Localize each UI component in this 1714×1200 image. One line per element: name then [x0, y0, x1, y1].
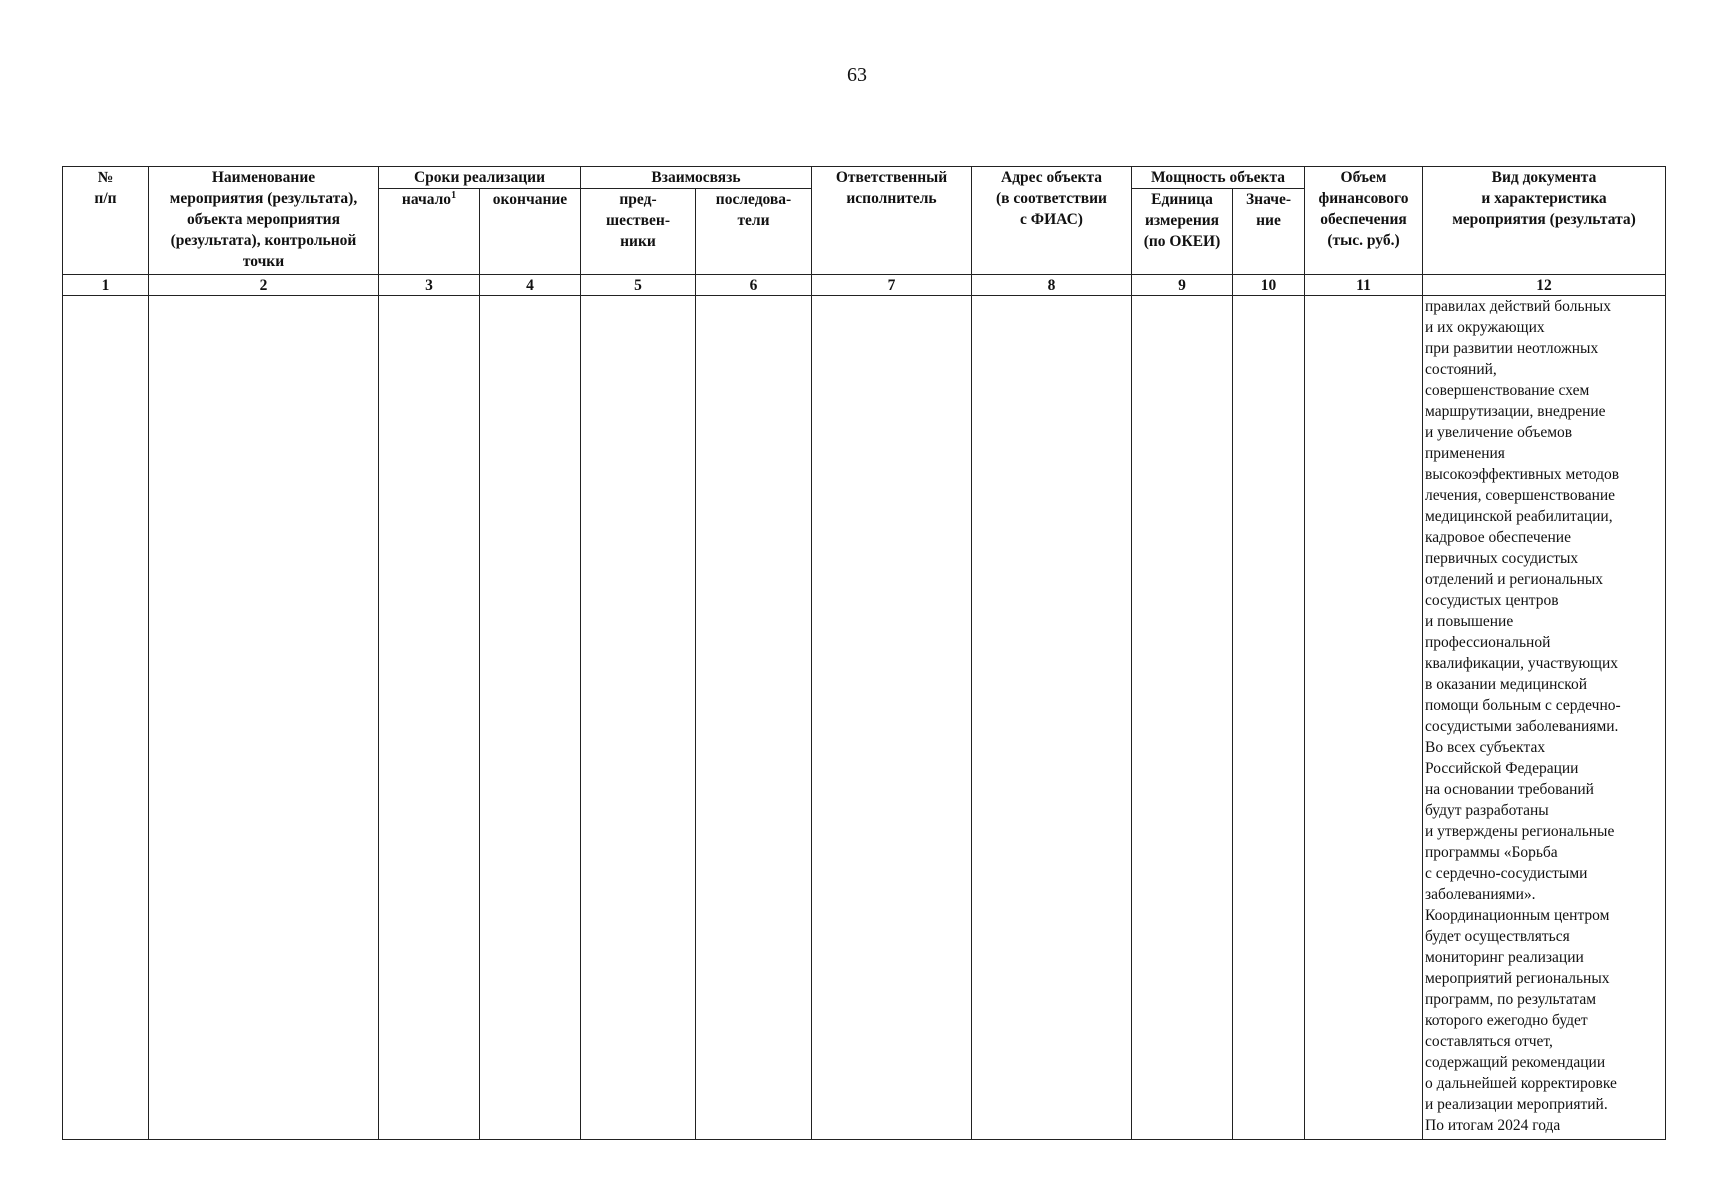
column-number: 2	[149, 275, 379, 296]
cell-start	[379, 296, 480, 1140]
header-predecessors: пред- шествен- ники	[581, 189, 696, 275]
column-number: 9	[1132, 275, 1233, 296]
header-address: Адрес объекта (в соответствии с ФИАС)	[972, 167, 1132, 275]
cell-predecessors	[581, 296, 696, 1140]
column-number: 12	[1423, 275, 1666, 296]
cell-successors	[696, 296, 812, 1140]
column-number: 3	[379, 275, 480, 296]
column-number: 1	[63, 275, 149, 296]
header-no: № п/п	[63, 167, 149, 275]
header-unit: Единица измерения (по ОКЕИ)	[1132, 189, 1233, 275]
cell-address	[972, 296, 1132, 1140]
plan-table	[62, 166, 1666, 1140]
cell-funding	[1305, 296, 1423, 1140]
header-value: Значе- ние	[1233, 189, 1305, 275]
cell-responsible	[812, 296, 972, 1140]
header-start	[379, 189, 480, 275]
header-successors: последова- тели	[696, 189, 812, 275]
header-end: окончание	[480, 189, 581, 275]
header-relation: Взаимосвязь	[581, 167, 812, 189]
column-number: 11	[1305, 275, 1423, 296]
header-name: Наименование мероприятия (результата), объекта мероприятия (результата), контрольной точки	[149, 167, 379, 275]
page-number: 63	[847, 64, 867, 86]
column-number: 4	[480, 275, 581, 296]
cell-value	[1233, 296, 1305, 1140]
cell-unit	[1132, 296, 1233, 1140]
cell-end	[480, 296, 581, 1140]
header-doc-type: Вид документа и характеристика мероприятия (результата)	[1423, 167, 1666, 275]
header-funding: Объем финансового обеспечения (тыс. руб.)	[1305, 167, 1423, 275]
column-number: 10	[1233, 275, 1305, 296]
column-number-row	[63, 275, 1666, 296]
header-responsible: Ответственный исполнитель	[812, 167, 972, 275]
footnote-mark: 1	[451, 189, 457, 201]
column-number: 8	[972, 275, 1132, 296]
column-number: 5	[581, 275, 696, 296]
column-number: 7	[812, 275, 972, 296]
table-row	[63, 296, 1666, 1140]
cell-no	[63, 296, 149, 1140]
column-number: 6	[696, 275, 812, 296]
header-terms: Сроки реализации	[379, 167, 581, 189]
cell-name	[149, 296, 379, 1140]
cell-doc-description: правилах действий больных и их окружающих при развитии неотложных состояний, совершенствование схем маршрутизации, внедрение и увеличение объемов применения высокоэффективных методов лечения, совершенствование медицинской реабилитации, кадровое обеспечение первичных сосудистых отделений и региональных сосудистых центров и повышение профессиональной квалификации, участвующих в оказании медицинской помощи больным с сердечно- сосудистыми заболеваниями. Во всех субъектах Российской Федерации на основании требований будут разработаны и утверждены региональные программы «Борьба с сердечно-сосудистыми заболеваниями». Координационным центром будет осуществляться мониторинг реализации мероприятий региональных программ, по результатам которого ежегодно будет составляться отчет, содержащий рекомендации о дальнейшей корректировке и реализации мероприятий. По итогам 2024 года	[1423, 296, 1666, 1140]
header-capacity: Мощность объекта	[1132, 167, 1305, 189]
header-start-label: начало	[401, 191, 452, 208]
header-row-top	[63, 167, 1666, 189]
